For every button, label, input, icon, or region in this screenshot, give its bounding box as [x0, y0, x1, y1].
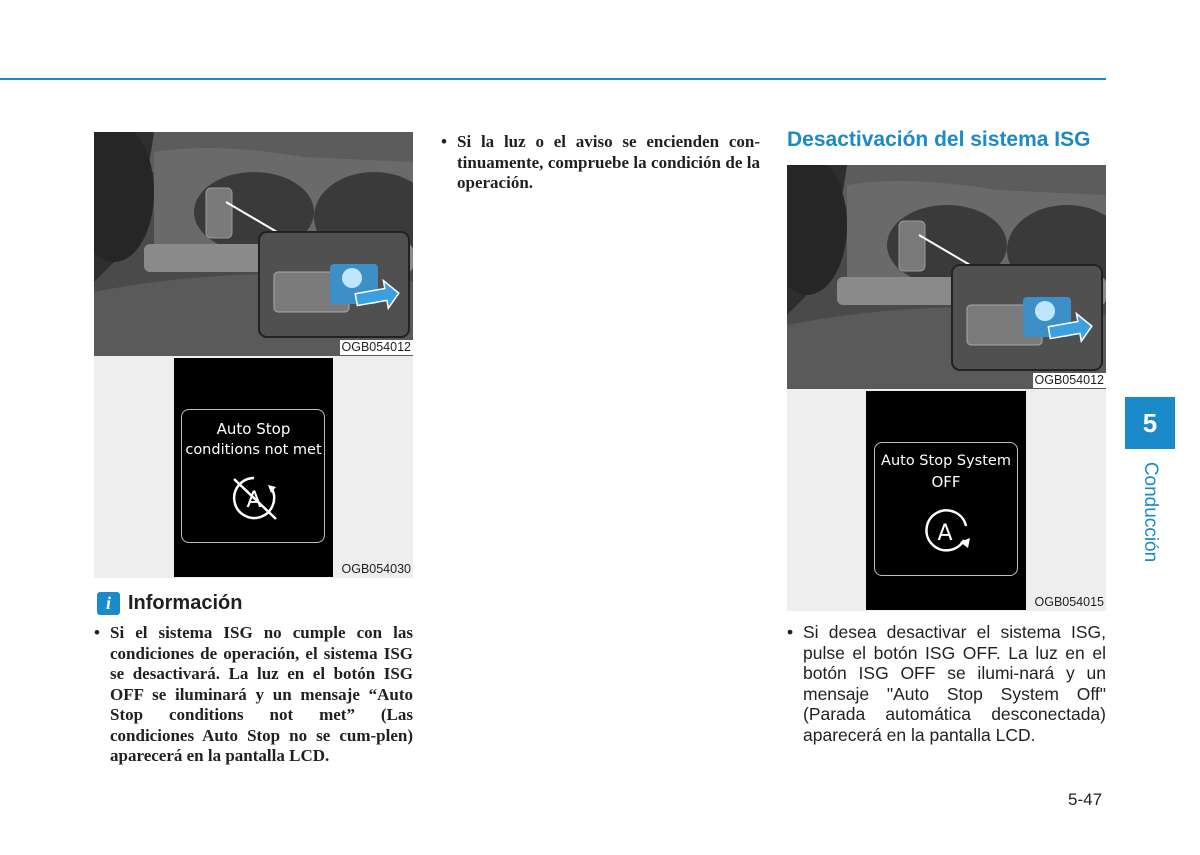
section-heading: Desactivación del sistema ISG	[787, 128, 1091, 151]
svg-text:A: A	[246, 488, 262, 513]
isg-off-button-illustration	[94, 132, 413, 356]
auto-stop-icon	[916, 506, 976, 556]
figure-code: OGB054012	[341, 340, 411, 354]
bullet-dot: •	[787, 622, 794, 642]
page-number: 5-47	[1068, 790, 1103, 809]
lcd-illustration-left	[94, 356, 413, 578]
middle-bullet	[441, 132, 760, 194]
right-bullet-text: Si desea desactivar el sistema ISG, pulse el botón ISG OFF. La luz en el botón ISG OFF se ilumi-nará y un mensaje "Auto Stop System Off" (Parada automática desconectada) aparecerá en la pantalla LCD.	[803, 622, 1106, 745]
lcd-line-1: Auto Stop System	[881, 453, 1011, 469]
info-icon: i	[97, 592, 120, 615]
middle-bullet-text: Si la luz o el aviso se encienden con-tinuamente, compruebe la condición de la operación.	[457, 132, 760, 192]
info-title: Información	[128, 591, 243, 614]
figure-code: OGB054012	[1034, 373, 1104, 387]
auto-stop-disabled-icon	[224, 473, 284, 523]
info-bullet-text: Si el sistema ISG no cumple con las condiciones de operación, el sistema ISG se desactivará. La luz en el botón ISG OFF se iluminará y un mensaje “Auto Stop conditions not met” (Las condiciones Auto Stop no se cum-plen) aparecerá en la pantalla LCD.	[110, 623, 413, 765]
figure-code: OGB054015	[1034, 595, 1104, 609]
svg-text:A: A	[937, 521, 953, 546]
lcd-screen	[174, 358, 333, 577]
info-heading	[97, 590, 242, 616]
lcd-line-1: Auto Stop	[216, 420, 291, 438]
lcd-illustration-right	[787, 389, 1106, 611]
chapter-number-tab: 5	[1125, 397, 1175, 449]
lcd-screen	[866, 391, 1026, 610]
right-bullet	[787, 622, 1106, 745]
console-illustration-left	[94, 132, 413, 356]
bullet-dot: •	[441, 132, 447, 151]
console-illustration-right	[787, 165, 1106, 389]
header-rule	[0, 78, 1106, 80]
bullet-dot: •	[94, 623, 100, 642]
figure-code: OGB054030	[341, 562, 411, 576]
info-bullet	[94, 623, 413, 767]
lcd-line-2: conditions not met	[185, 442, 322, 458]
isg-off-button-illustration	[787, 165, 1106, 389]
lcd-line-2: OFF	[931, 473, 961, 491]
chapter-title: Conducción	[1140, 461, 1161, 563]
